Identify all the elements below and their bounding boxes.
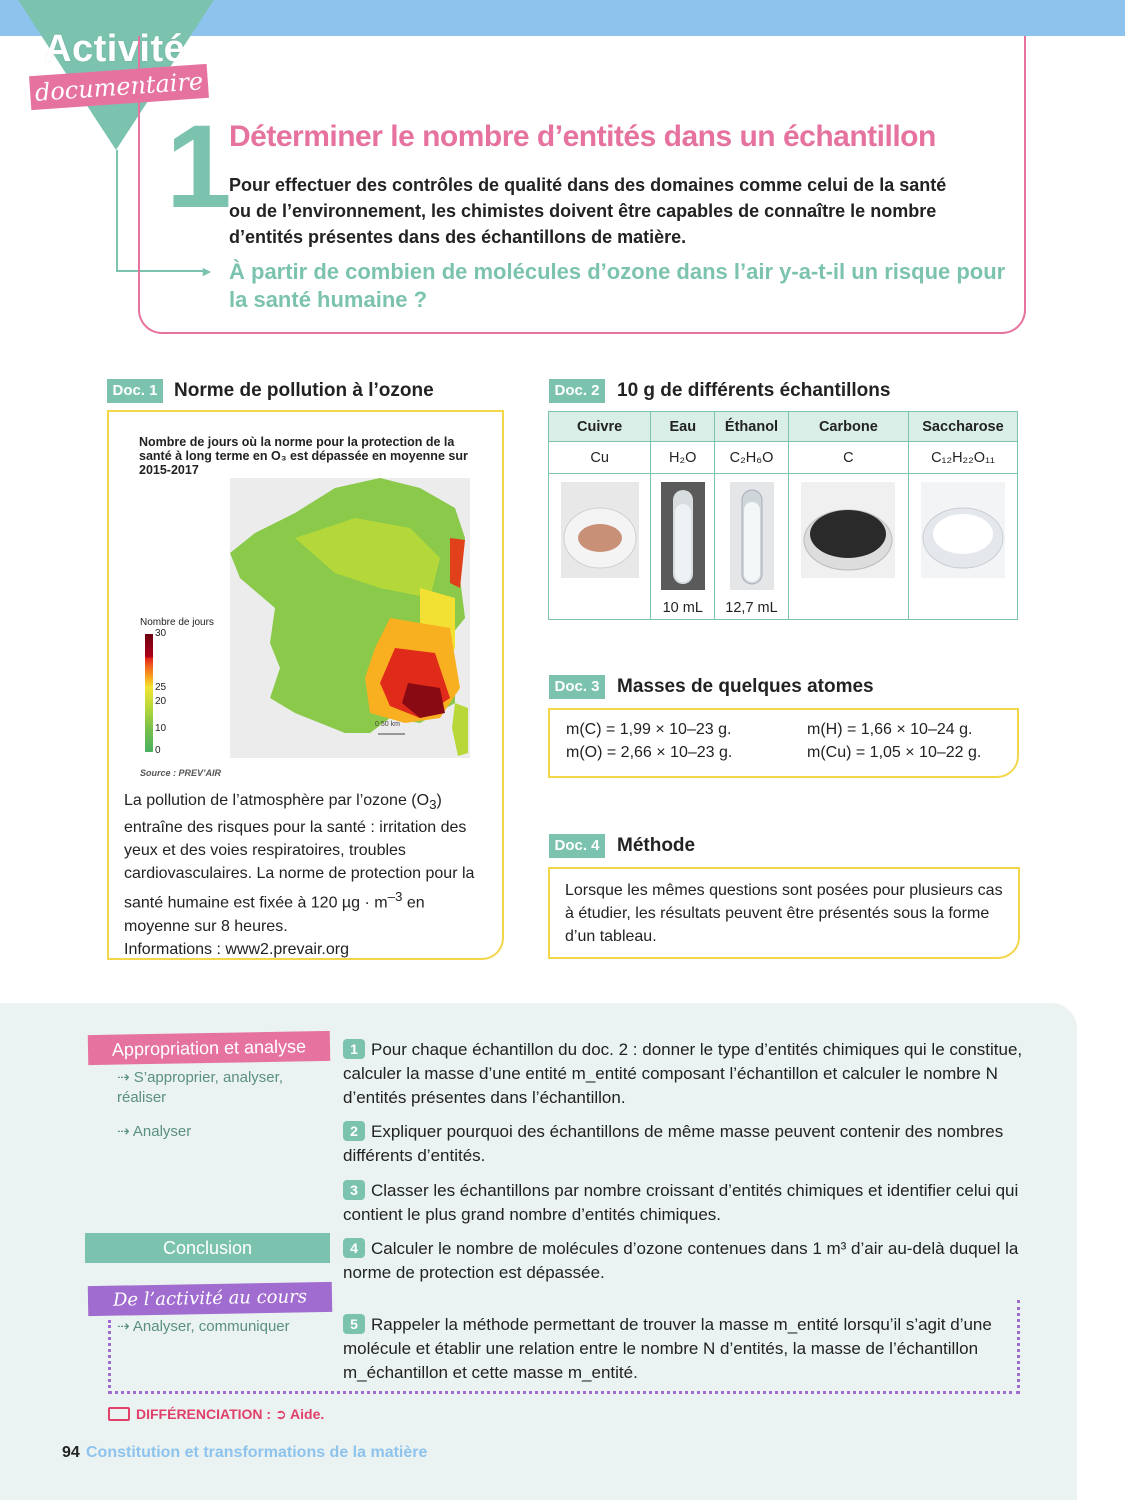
question-4 xyxy=(343,1237,1023,1285)
sample-image-cell xyxy=(788,474,908,620)
sample-image-cell xyxy=(651,474,715,620)
intro-text: Pour effectuer des contrôles de qualité dans des domaines comme celui de la santé ou de l’environnement, les chimistes doivent être capables de connaître le nombre d’entités présentes dans des échantillons de matière. xyxy=(229,175,947,247)
doc1-text-part: La pollution de l’atmosphère par l’ozone (O xyxy=(124,792,430,809)
mass-oxygen: m(O) = 2,66 × 10–23 g. xyxy=(566,744,733,761)
mass-copper: m(Cu) = 1,05 × 10–22 g. xyxy=(807,744,982,761)
sample-image-cell xyxy=(549,474,651,620)
question-number: 3 xyxy=(343,1180,365,1200)
table-header: Saccharose xyxy=(908,412,1017,442)
main-question: À partir de combien de molécules d’ozone dans l’air y-a-t-il un risque pour la santé humaine ? xyxy=(229,259,1006,312)
doc4-title: Méthode xyxy=(617,835,696,856)
activity-label: Activité xyxy=(44,28,186,70)
map-scale: 0 50 km xyxy=(375,721,400,728)
mass-hydrogen: m(H) = 1,66 × 10–24 g. xyxy=(807,721,973,738)
question-number: 5 xyxy=(343,1314,365,1334)
question-2 xyxy=(343,1120,1023,1168)
legend-tick: 20 xyxy=(155,696,167,707)
legend-tick: 30 xyxy=(155,628,167,639)
question-5 xyxy=(343,1313,1023,1385)
water-test-tube-image xyxy=(661,482,705,590)
table-cell: C₂H₆O xyxy=(715,442,788,474)
activity-type-label: documentaire xyxy=(29,64,209,110)
activity-number: 1 xyxy=(166,101,232,233)
differentiation-label: DIFFÉRENCIATION : ➲ Aide. xyxy=(136,1406,325,1422)
question-text: Pour chaque échantillon du doc. 2 : donner le type d’entités chimiques qui le constitue, calculer la masse d’une entité m_entité composant l’échantillon et calculer le nombre N d’entités présentes dans l’échantillon. xyxy=(343,1040,1023,1107)
mass-carbon: m(C) = 1,99 × 10–23 g. xyxy=(566,721,732,738)
map-source: Source : PREV’AIR xyxy=(140,768,222,778)
legend-title: Nombre de jours xyxy=(140,617,214,628)
connector-line xyxy=(116,150,118,272)
section-appropriation: Appropriation et analyse xyxy=(88,1031,330,1065)
cours-dotted-frame-left xyxy=(108,1320,111,1394)
sucrose-sample-image xyxy=(921,482,1005,578)
page-number: 94 xyxy=(62,1444,80,1461)
legend-tick: 0 xyxy=(155,745,161,756)
table-cell: C xyxy=(788,442,908,474)
question-number: 2 xyxy=(343,1121,365,1141)
table-cell: Cu xyxy=(549,442,651,474)
ozone-map xyxy=(120,478,480,778)
skill-label: ⇢ S’approprier, analyser, réaliser xyxy=(117,1069,283,1106)
question-number: 1 xyxy=(343,1039,365,1059)
doc1-text-sub: 3 xyxy=(429,797,437,813)
question-number: 4 xyxy=(343,1238,365,1258)
legend-tick: 10 xyxy=(155,723,167,734)
table-header: Éthanol xyxy=(715,412,788,442)
table-header: Eau xyxy=(651,412,715,442)
legend-color-bar xyxy=(145,634,153,752)
section-cours: De l’activité au cours xyxy=(88,1282,332,1316)
sample-image-cell xyxy=(715,474,788,620)
differentiation-link[interactable] xyxy=(108,1406,324,1423)
skill-label: ⇢ Analyser, communiquer xyxy=(117,1318,290,1335)
doc1-text-sup: –3 xyxy=(387,889,403,905)
table-cell: C₁₂H₂₂O₁₁ xyxy=(908,442,1017,474)
doc2-title: 10 g de différents échantillons xyxy=(617,380,891,401)
ethanol-volume: 12,7 mL xyxy=(725,600,778,616)
carbon-sample-image xyxy=(801,482,895,578)
question-text: Expliquer pourquoi des échantillons de même masse peuvent contenir des nombres différents d’entités. xyxy=(343,1122,1004,1165)
screen-icon xyxy=(108,1407,130,1421)
question-3 xyxy=(343,1179,1023,1227)
doc3-box xyxy=(548,708,1019,778)
chapter-title: Constitution et transformations de la matière xyxy=(86,1444,428,1461)
ethanol-test-tube-image xyxy=(730,482,774,590)
table-header: Carbone xyxy=(788,412,908,442)
doc2-tag: Doc. 2 xyxy=(549,379,605,403)
skill-label: ⇢ Analyser xyxy=(117,1123,192,1140)
map-caption: Nombre de jours où la norme pour la protection de la santé à long terme en O₃ est dépassée en moyenne sur 2015-2017 xyxy=(139,435,468,477)
doc1-tag: Doc. 1 xyxy=(107,379,163,403)
sample-image-cell xyxy=(908,474,1017,620)
doc4-tag: Doc. 4 xyxy=(549,834,605,858)
question-text: Rappeler la méthode permettant de trouver la masse m_entité lorsqu’il s’agit d’une molécule et établir une relation entre le nombre N d’entités, la masse de l’échantillon m_échantillon et cette masse m_entité. xyxy=(343,1315,992,1382)
table-header: Cuivre xyxy=(549,412,651,442)
doc1-text-part: en moyenne sur 8 heures. xyxy=(124,894,425,935)
question-text: Classer les échantillons par nombre croissant d’entités chimiques et identifier celui qui contient le plus grand nombre d’entités chimiques. xyxy=(343,1181,1019,1224)
arrow-right-icon: ► xyxy=(200,263,214,279)
doc1-title: Norme de pollution à l’ozone xyxy=(174,380,434,401)
doc4-text: Lorsque les mêmes questions sont posées pour plusieurs cas à étudier, les résultats peuvent être présentés sous la forme d’un tableau. xyxy=(565,882,1003,945)
water-volume: 10 mL xyxy=(662,600,703,616)
samples-table xyxy=(548,411,1018,620)
legend-tick: 25 xyxy=(155,682,167,693)
table-row xyxy=(549,442,1018,474)
doc3-tag: Doc. 3 xyxy=(549,675,605,699)
table-header-row xyxy=(549,412,1018,442)
section-conclusion: Conclusion xyxy=(85,1233,330,1263)
question-1 xyxy=(343,1038,1023,1110)
doc3-title: Masses de quelques atomes xyxy=(617,676,874,697)
question-text: Calculer le nombre de molécules d’ozone contenues dans 1 m³ d’air au-delà duquel la norme de protection est dépassée. xyxy=(343,1239,1019,1282)
page-title: Déterminer le nombre d’entités dans un échantillon xyxy=(229,120,936,153)
doc1-text xyxy=(124,789,494,961)
table-cell: H₂O xyxy=(651,442,715,474)
doc1-text-part: ) entraîne des risques pour la santé : irritation des yeux et des voies respiratoires, troubles cardiovasculaires. La norme de protection pour la santé humaine est fixée à 120 µg · m xyxy=(124,792,475,912)
copper-sample-image xyxy=(561,482,639,578)
doc1-info: Informations : www2.prevair.org xyxy=(124,940,349,958)
table-row xyxy=(549,474,1018,620)
